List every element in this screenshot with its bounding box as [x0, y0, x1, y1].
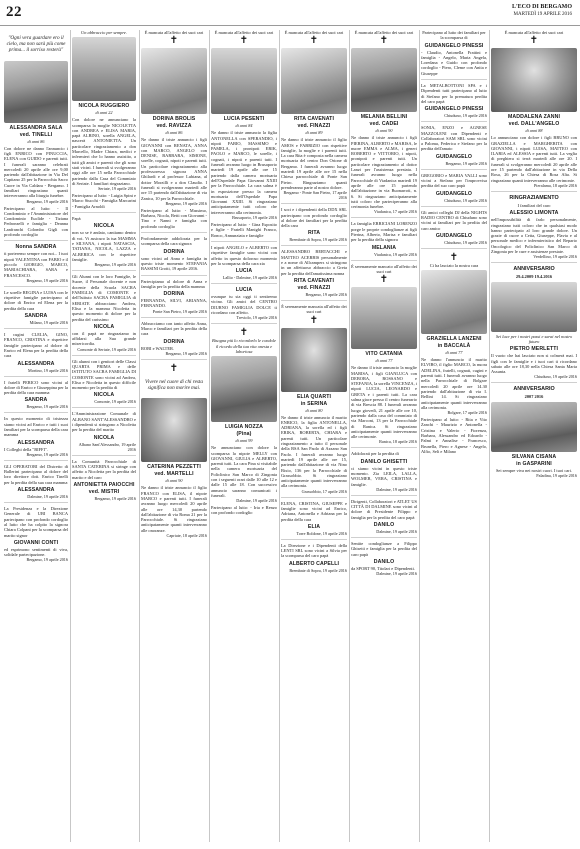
- notice-text: Partecipano al lutto: - Irta e Renzo con profondo cordoglio: [211, 505, 277, 516]
- section-title: RINGRAZIAMENTO: [509, 194, 559, 201]
- deceased-name: MELANIA BELLINI: [360, 114, 408, 121]
- deceased-name: GIOVANNI CONTI: [13, 539, 59, 546]
- column-divider: [419, 30, 420, 842]
- notice-text: Partecipiamo al dolore di Anna e famiglia per la perdita della mamma: [141, 278, 207, 289]
- notice-place-date: Bolgare, 17 aprile 2016: [447, 410, 487, 416]
- notice-place-date: Bergamo, 19 aprile 2016: [445, 160, 487, 166]
- deceased-name: ELIA: [307, 523, 321, 530]
- portrait-photo: [4, 61, 68, 123]
- deceased-name: ALESSANDRA SALA: [9, 124, 63, 131]
- notice-text: Ne danno il triste annuncio il figlio FRANCO con ELISA, il nipote MARCO e parenti tutti. I funerali avranno luogo mercoledì 20 aprile alle ore 14,30 partendo dall'abitazione di via Roma 21 per la Parrocchiale. Si ringraziano anticipatamente quanti interverranno alle onoranze.: [141, 485, 207, 533]
- portrait-photo: [281, 328, 347, 392]
- portrait-photo: [141, 398, 207, 462]
- notice-separator: [421, 121, 487, 122]
- deceased-surname-note: in BACCALÀ: [437, 343, 471, 350]
- deceased-name: DANILO: [373, 522, 395, 529]
- notice-separator: [72, 212, 136, 213]
- notice-place-date: Treviolo, 19 aprile 2016: [236, 315, 277, 321]
- notice-place-date: Milano, 19 aprile 2016: [29, 320, 68, 326]
- notice-place-date: Viadanica, 17 aprile 2016: [373, 209, 417, 215]
- deceased-name: NICOLA: [93, 434, 115, 441]
- notice-separator: [141, 232, 207, 233]
- notice-text: ti porteremo sempre con noi... I tuoi nipoti VALENTINA con FABIO e il piccolo GIORGIO, MARCO, MARIACHIARA, SARA e FRANCESCO.: [4, 251, 68, 278]
- notice-place-date: Capriate, 18 aprile 2016: [166, 532, 207, 538]
- deceased-name: GRAZIELLA LANZENI: [426, 336, 482, 343]
- notice-place-date: Dalmine, 19 aprile 2016: [376, 486, 417, 492]
- deceased-age: di anni 90: [165, 478, 183, 484]
- notice-text: ALESSANDRO BERTACCHI e MATTEO ACERBIS personalmente e a nome di Allcampers si stringono in un affettuoso abbraccio a Greta per la perdita dell'amatissima nonna: [281, 249, 347, 276]
- notice-separator: [351, 495, 417, 496]
- column-2: [72, 30, 136, 844]
- portrait-photo: [281, 48, 347, 114]
- notice-separator: [211, 323, 277, 324]
- deceased-surname-note: ved. FINAZZI: [297, 123, 331, 130]
- deceased-name: ANTONIETTA PAIOCCHI: [73, 481, 135, 488]
- notice-separator: [72, 270, 136, 271]
- deceased-name: ALESSIO LIMONTA: [509, 210, 559, 217]
- column-3: [141, 30, 207, 844]
- notice-separator: [211, 283, 277, 284]
- notice-place-date: Dalmine, 19 aprile 2016: [376, 529, 417, 535]
- notice-separator: [141, 359, 207, 360]
- cross-icon: ✝: [169, 35, 179, 47]
- notice-separator: [491, 382, 577, 383]
- notice-separator: [4, 240, 68, 241]
- deceased-surname-note: ved. TINELLI: [19, 131, 53, 138]
- notice-place-date: Comonte di Seriate, 19 aprile 2016: [77, 346, 136, 352]
- deceased-age: di anni 88: [525, 128, 543, 134]
- cross-icon: ✝: [379, 35, 389, 47]
- notice-place-date: Bergamo, 19 aprile 2016: [26, 557, 68, 563]
- notice-text: GREGORIO e MARIA VALLI sono vicini a Stefano per l'improvvisa perdita del suo caro papà: [421, 172, 487, 189]
- notice-separator: [351, 537, 417, 538]
- notice-place-date: Verdellino, 19 aprile 2016: [533, 254, 577, 260]
- anniversary-dates: 29.4.2009 19.4.2016: [515, 274, 553, 280]
- notice-text: FERNANDA, SILVI, ARIANNA, FERNANDO.: [141, 298, 207, 309]
- notice-text: sono vicini ad Anna e famiglia in questo triste momento STEFANIA BASSINI Grotti, 19 aprile 2016.: [141, 255, 207, 272]
- notice-heading: È mancata all'affetto dei suoi cari: [144, 30, 204, 35]
- notice-text: L'Amministrazione Comunale di ALBANO SANT'ALESSANDRO e i dipendenti si stringono a Nicoletta per la perdita del marito: [72, 411, 136, 433]
- notice-separator: [4, 286, 68, 287]
- notice-heading: È serenamente mancato all'affetto dei suoi cari: [351, 263, 417, 274]
- notice-separator: [72, 455, 136, 456]
- cross-icon: ✝: [239, 327, 249, 339]
- deceased-surname-note: ved. MARTELLI: [154, 471, 194, 478]
- notice-text: SONIA, ENZO e AGNESE MAZZOLENI con Dipendenti e Collaboratori SAM SRL sono vicini a Paloma, Federica e Stefano per la perdita dell'amato: [421, 125, 487, 152]
- newspaper-name: L'ECO DI BERGAMO: [511, 4, 572, 10]
- section-title: ANNIVERSARIO: [513, 266, 555, 273]
- notice-text: Gli alunni con i genitori delle Classi QUARTA PRIMA e delle ISTITUTO SACRA FAMIGLIA DI COMONTE sono vicini ad Andrea, Elisa e Nicoletta in questo difficile momento per la perdita di: [72, 358, 136, 391]
- notice-separator: [421, 206, 487, 207]
- notice-text: Ne danno il triste annuncio il figlio AMOS e FABRIZIO con rispettive famiglie, la moglie e i parenti tutti. La cara Rita è composta nella camera mortuaria del centro Don Orione di Bergamo. I funerali avranno luogo martedì 19 aprile alle ore 15 nella Chiesa parrocchiale di Ponte San Pietro. Ringraziamo quanti prenderanno parte al nostro dolore.: [281, 137, 347, 190]
- deceased-age: di anni 89: [305, 130, 323, 136]
- deceased-name: MELANIA: [371, 244, 397, 251]
- notice-place-date: Chiuduno, 19 aprile 2016: [444, 113, 487, 119]
- notice-heading: È mancata all'affetto dei suoi cari: [214, 30, 274, 35]
- notice-text: I soci e i dipendenti della DDX SRL partecipano con profondo cordoglio al dolore dei familiari per la perdita della cara: [281, 207, 347, 229]
- notice-text: La Presidenza e la Direzione Generale di UBI BANCA partecipano con profondo cordoglio al lutto che ha colpito la signora Chiara Colpani per la scomparsa del marito signor: [4, 506, 68, 538]
- notice-place-date: Seriate, 19 aprile 2016: [98, 186, 136, 192]
- notice-text: La Direzione e i Dipendenti della LENTI SRL sono vicini a Silvia per la scomparsa del caro papà: [281, 542, 347, 559]
- deceased-name: MADDALENA ZANNI: [507, 114, 561, 121]
- deceased-name: DANILO GHISETTI: [360, 458, 408, 465]
- column-4: [211, 30, 277, 844]
- notice-separator: [421, 169, 487, 170]
- deceased-age: di anni 80: [305, 407, 323, 413]
- notice-place-date: Dalmine, 19 aprile 2016: [27, 494, 68, 500]
- notice-text: ELENA, CRISTINA, GIUSEPPE e famiglie sono vicini ad Enrico, Adriana, Antonella e Adriana per la perdita della cara: [281, 500, 347, 522]
- notice-text: I familiari del caro: [517, 202, 551, 208]
- notice-place-date: Brembate di Sopra, 19 aprile 2016: [289, 567, 347, 573]
- notice-separator: [351, 217, 417, 218]
- page-header: [0, 0, 580, 26]
- cross-icon: ✝: [309, 35, 319, 47]
- deceased-surname-note: in GASPARINI: [516, 460, 552, 467]
- deceased-surname-note: in SERINA: [300, 400, 328, 407]
- column-divider: [279, 30, 280, 842]
- cross-icon: ✝: [239, 35, 249, 47]
- cross-icon: ✝: [379, 274, 389, 286]
- notice-text: Ne danno il triste annuncio la figlia ANTONELLA con SPERANDIO, i nipoti FABIO, MASSIMO e PAMELA, i pronipoti ERIK, PAOLO e MARCO, le sorelle, i cognati, i nipoti e parenti tutti. I funerali avranno luogo in Brusaporto martedì 19 aprile alle ore 15 partendo dalla camera mortuaria dell'Ospedale Papa Giovanni XXIII per la Parrocchiale. La cara salma è in esposizione presso la camera mortuaria dell'Ospedale Papa Giovanni XXIII. Si ringraziano anticipatamente tutti coloro che interverranno alla cerimonia.: [211, 130, 277, 215]
- deceased-name: RITA: [307, 230, 321, 237]
- deceased-name: RITA CAVENATI: [293, 116, 334, 123]
- notice-text: Ne danno il triste annuncio i figli PIERINA, ALBERTO e MARISA, le nuore EMMA e ALMA, i generi ROBERTO e VITTORIO, i nipoti, pronipoti e parenti tutti. Un particolare ringraziamento al dottor Lanzi per l'assistenza prestata. I funerali avranno luogo nella Parrocchiale di Viadanica martedì 19 aprile alle ore 15 partendo dall'abitazione in via Buonarroti, n. 6. Si ringraziano anticipatamente tutti coloro che parteciperanno alla cerimonia funebre.: [351, 135, 417, 210]
- notice-place-date: Ranica, 18 aprile 2016: [379, 439, 417, 445]
- notice-text: Dirigenti, Collaboratori e ATLET US CITTÀ DI DALMINE sono vicini al dolore di Presidente Filippo e famiglia per la perdita del caro papà: [351, 498, 417, 520]
- notice-separator: [72, 407, 136, 408]
- notice-place-date: Mortino, 19 aprile 2016: [27, 367, 68, 373]
- notice-heading: È serenamente mancata all'affetto dei suoi cari: [281, 303, 347, 315]
- deceased-name: GUIDANGELO: [435, 232, 473, 239]
- notice-separator: [4, 412, 68, 413]
- deceased-surname-note: ved. FINAZZI: [297, 284, 331, 291]
- column-6: [351, 30, 417, 844]
- deceased-age: di anni 77: [445, 350, 463, 356]
- notice-text: nell'impossibilità di farlo personalmente, ringraziano tutti coloro che in qualsiasi modo hanno partecipato al loro grande dolore. Un grazie di cuore a Cetta, Giuseppe, Flavia e al personale medico e infermieristico del Reparto Oncologico del Policlinico San Marco di Zingonia per le cure e assistenze prestate.: [491, 217, 577, 255]
- deceased-name: DORINA: [163, 338, 185, 345]
- notice-place-date: Bergamo, 19 aprile 2016: [305, 291, 347, 297]
- deceased-name: ELIA QUARTI: [296, 393, 332, 400]
- column-1: [4, 30, 68, 844]
- notice-separator: [4, 460, 68, 461]
- notice-separator: [421, 79, 487, 80]
- deceased-name: LUCIA: [235, 287, 253, 294]
- deceased-name: NICOLA: [93, 323, 115, 330]
- notice-text: I Colleghi della "BIFFI".: [4, 446, 48, 452]
- deceased-name: LUCIA: [235, 268, 253, 275]
- deceased-name: GUIDANGELO PINESSI: [424, 42, 484, 49]
- notice-text: Papà: [72, 216, 81, 222]
- notice-place-date: Torre Boldone, 19 aprile 2016: [296, 530, 347, 536]
- deceased-age: di anni 77: [375, 358, 393, 364]
- notice-place-date: Chiuduno, 19 aprile 2016: [444, 197, 487, 203]
- epigraph-quote: Vivere nel cuore di chi resta significa non morire mai.: [145, 378, 203, 392]
- notice-text: I nipoti ANGELO e ALBERTO con rispettive famiglie sono vicini con affetto in questo doloroso momento per la scomparsa della cara zia: [211, 244, 277, 266]
- column-divider: [489, 30, 490, 842]
- portrait-photo: [491, 402, 577, 452]
- notice-text: Ne annunciano con dolore la scomparsa la nipote MELLY con GIOVANNI, GIULIA e ALBERTO, parenti tutti. La cara Pina si visitabile nella camera mortuaria del Policlinico San Marco di Zingonia con i seguenti orari dalle 10 alle 12 e dalle 15 alle 18. Con successivo annuncio saranno comunicati i funerali.: [211, 445, 277, 498]
- notice-text: Con dolore ne danno l'annuncio i figli ENRICO con PINUCCIA, ELENA con GUIDO e parenti tutti. I funerali saranno celebrati mercoledì 20 aprile alle ore 9,00 partendo dall'abitazione in Via Del Capitano 25 per la Parrocchia Sacro Cuore in Via Caldara - Bergamo. I familiari ringraziano quanti interverranno alla liturgia funebre.: [4, 145, 68, 199]
- notice-text: Sentite condoglianze a Filippo Ghisetti e famiglia per la perdita del caro papà: [351, 541, 417, 557]
- notice-separator: [211, 241, 277, 242]
- notice-separator: [72, 355, 136, 356]
- notice-text: non so se è andato, cantiamo dentro di voi. Vi assicuro la tua MAMMA e SILVANA, i nipoti NATASCIA, TATIANA, NICOLA, LAZZA e ALBERICA con le rispettive famiglie.: [72, 230, 136, 262]
- notice-text: Partecipano al lutto: - Luigia Spini e Marco Stucchi - Famiglia Marcarini - Famiglia Arnoldi: [72, 193, 136, 209]
- notice-text: Partecipano al lutto: - Gina Esposito e figlie - Fratelli Manighi Franco, Ronco, Annunziata e famiglie: [211, 222, 277, 238]
- deceased-name: LUIGIA NOZZA: [225, 424, 263, 431]
- notice-separator: [141, 317, 207, 318]
- deceased-surname-note: ved. CADEI: [369, 121, 399, 128]
- deceased-name: DORINA: [163, 291, 185, 298]
- deceased-name: GUIDANGELO PINESSI: [424, 106, 484, 113]
- notice-text: La famiglia ERRICIANI LORENZO porge le proprie condoglianze ai figli Pierina, Alberto, Marisa e familiari per la perdita della signora: [351, 221, 417, 243]
- deceased-name: NICOLA: [93, 392, 115, 399]
- cross-icon: ✝: [449, 251, 459, 263]
- deceased-name: Nonna SANDRA: [15, 244, 57, 251]
- notice-heading: Partecipano al lutto dei familiari per la scomparsa di: [422, 30, 486, 41]
- notice-place-date: Bergamo, 19 aprile 2016: [26, 404, 68, 410]
- epigraph-quote: "Ogni vera guardare ero il cielo, ma non sarà più come prima... il sorriso resterà": [6, 35, 66, 54]
- column-divider: [70, 30, 71, 842]
- notice-place-date: Bergamo, 19 aprile 2016: [26, 451, 68, 457]
- notice-text: La METALBOTTONI SPA e i Dipendenti tutti partecipano al lutto di Stefano per la prematura perdita del caro papà: [421, 83, 487, 104]
- notice-separator: [351, 447, 417, 448]
- notice-text: Sei sempre viva nei nostri cuori. I tuoi cari.: [495, 467, 573, 473]
- deceased-name: VITO CATANIA: [365, 351, 403, 358]
- notice-place-date: Albano Sant'Alessandro, 19 aprile 2016: [78, 441, 136, 452]
- epigraph-quote: Sei luce per i nostri passi e sarai nel nostro futuro: [495, 333, 573, 344]
- deceased-name: NICOLA RUGGIERO: [78, 103, 130, 110]
- notice-separator: [351, 260, 417, 261]
- deceased-name: ALESSANDRA: [17, 439, 55, 446]
- notice-heading: È mancata all'affetto dei suoi cari: [284, 30, 344, 35]
- portrait-photo: [351, 287, 417, 349]
- notice-place-date: Chiuduno, 19 aprile 2016: [444, 239, 487, 245]
- notice-text: Con dolore ne annunciano la scomparsa la moglie NICOLETTA con ANDREA e ELISA MARIA, papà ALBINO, sorella ANGELA, nascerà ANTONIETTA. Un particolare ringraziamento a don Marcello, Madre Chiara, medici e infermieri che lo hanno assistito, a tutti gli amici e parenti che gli sono stati vicini. I funerali si svolgeranno oggi alle ore 15 nella Parrocchiale partendo dalla Casa del Commiato di Seriate. I familiari ringraziano.: [72, 117, 136, 186]
- notice-place-date: Brusaporto, 19 aprile 2016: [232, 215, 277, 221]
- notice-heading: Un abbraccio per sempre.: [81, 30, 127, 35]
- notice-place-date: Bergamo - Ponte San Pietro, 17 aprile 2016: [283, 190, 347, 201]
- notice-text: - Claudio, Antonella Frattini e famiglia - Angelo, Maria Angela, Loredana e Guido con profondo cordoglio - Piero, Cleme con Anita e Giuseppe: [421, 49, 487, 76]
- portrait-photo: [491, 48, 577, 112]
- deceased-name: ALBERTO CAPELLI: [288, 560, 340, 567]
- notice-text: Ne danno il triste annuncio la moglie MARISA, i figli GIANLUCA con DEBORA, ROSSANO e STEFANIA, la sorella VINCENZA, i nipoti LUCIA, LEONARDO e GRETA e i parenti tutti. La cara salma giace presso il centro funerario di via Brescia 88. I funerali avranno luogo giovedì, 21 aprile alle ore 10, partendo dalla casa del commiato di via Marconi, 13 per la Parrocchiale di Ranica. Si ringraziano anticipatamente quanti interverranno alle cerimonie.: [351, 365, 417, 440]
- deceased-name: DANILO: [373, 558, 395, 565]
- notice-place-date: Bergamo, 19 aprile 2016: [165, 200, 207, 206]
- notice-text: I fratelli PERICO sono vicini al dolore di Enrico e Giuseppina per la perdita della cara mamma: [4, 379, 68, 396]
- notice-place-date: Bergamo, 19 aprile 2016: [26, 277, 68, 283]
- notice-text: Partecipano al lutto: - Rita e Vito Zanchi - Maurizio e Antonella - Cristina e Valerio - Fiorenza, Barbara, Alessandro ed Edoardo - Palmi e Annalise - Francesco, Brunella, Piero e Agnese - Angelo, Alfio, Seli e Milano: [421, 417, 487, 454]
- notice-place-date: Ponte San Pietro, 19 aprile 2016: [152, 308, 207, 314]
- issue-date: MARTEDÌ 19 APRILE 2016: [513, 12, 572, 17]
- portrait-photo: [141, 48, 207, 114]
- deceased-name: ALESSANDRA: [17, 360, 55, 367]
- deceased-name: SANDRA: [24, 397, 48, 404]
- notice-text: Partecipano al lutto: - Massimo, Barbara, Nicola, Betti con Giovanni - Tino e Nanni e famiglia con profondo cordoglio: [141, 207, 207, 229]
- column-7: [421, 30, 487, 844]
- notice-text: Lo annunciano con dolore i figli BRUNO con GRAZIELLA e MARGHERITA con GIOVANNI, i nipoti LUISA, MATTEO con ILARIA ed ALESSIA e parenti tutti. La veglia di preghiera si terrà martedì alle ore 20. I funerali si svolgeranno mercoledì 20 aprile alle ore 15 partendo dall'abitazione in via Della Rosa, 26 per la Chiesa di Rosa Alta. Si ringraziano quanti interverranno alle cerimonie.: [491, 135, 577, 183]
- notice-text: ed esprimono sentimenti di viva, solidale partecipazione.: [4, 546, 68, 558]
- notice-text: Gli amici colleghi DJ della NIGHTS RADIO CENTRO di Chiuduno sono vicini ai familiari per la perdita del caro amico: [421, 209, 487, 231]
- cross-icon: ✝: [169, 362, 179, 374]
- column-5: [281, 30, 347, 844]
- notice-separator: [281, 497, 347, 498]
- notice-text: Addolorati per la perdita di: [351, 451, 399, 457]
- cross-icon: ✝: [309, 314, 319, 326]
- notice-text: Abbracciamo con tanto affetto Anna, Marco e familiari per la perdita della cara: [141, 320, 207, 337]
- notice-text: GLI OPERATORI del Distretto di Ballerini partecipano al dolore del loro direttore dott. Enrico Tinelli per la perdita della sua cara mamma: [4, 463, 68, 485]
- notice-place-date: Grassobbio, 17 aprile 2016: [301, 488, 347, 494]
- notice-place-date: Brembate di Sopra, 19 aprile 2016: [289, 237, 347, 243]
- deceased-age: di anni 86: [27, 138, 45, 144]
- deceased-name: DORINA: [163, 248, 185, 255]
- deceased-name: SILVANA CISANA: [511, 453, 557, 460]
- notice-text: Il vuoto che hai lasciato non si colmerà mai. I figli con le famiglie e i tuoi cari ti ricordano sabato alle ore 18,30 nella Chiesa Santa Maria Assunta.: [491, 353, 577, 375]
- notice-heading: È mancata all'affetto dei suoi cari: [504, 30, 564, 35]
- portrait-photo: [491, 282, 577, 332]
- notice-separator: [281, 245, 347, 246]
- notice-place-date: Bergamo, 19 aprile 2016: [26, 198, 68, 204]
- notice-separator: [281, 300, 347, 301]
- epigraph-quote: Bisogna più lo ricordarlo le condole il ricordo della tua vita onesta e laboriosa: [211, 338, 277, 354]
- notice-separator: [281, 203, 347, 204]
- portrait-photo: [211, 48, 277, 114]
- notice-place-date: Bergamo, 19 aprile 2016: [165, 350, 207, 356]
- notice-text: In questo momento di tristezza siamo vicini ad Enrico e tutti i suoi familiari per la scomparsa della cara mamma: [4, 416, 68, 438]
- notice-place-date: Viadanica, 19 aprile 2016: [373, 251, 417, 257]
- page-number: 22: [6, 4, 22, 20]
- anniversary-dates: 2007 2016: [524, 394, 544, 400]
- notice-separator: [491, 191, 577, 192]
- column-divider: [209, 30, 210, 842]
- notice-separator: [281, 539, 347, 540]
- deceased-name: GUIDANGELO: [435, 190, 473, 197]
- notice-heading: È mancata all'affetto dei suoi cari: [354, 30, 414, 35]
- deceased-age: di anni 84: [235, 123, 253, 129]
- deceased-name: PIETRO MERLETTI: [509, 346, 559, 353]
- notice-place-date: Bergamo, 19 aprile 2016: [94, 262, 136, 268]
- notice-place-date: Comonte, 19 aprile 2016: [94, 399, 136, 405]
- deceased-name: RITA CAVENATI: [293, 277, 334, 284]
- notice-place-date: Dalmine, 19 aprile 2016: [236, 498, 277, 504]
- notice-separator: [4, 502, 68, 503]
- notice-separator: [421, 248, 487, 249]
- portrait-photo: [72, 37, 136, 101]
- notice-text: Ne danno l'annuncio il marito ELVIRO, il figlio MARCO, la nuora ADELINA, fratelli, cognati, cugini e parenti tutti. I funerali avranno luogo nella Parrocchiale di Bolgare mercoledì 20 aprile ore 14.30 partendo dall'abitazione di via I. Bellini 14. Si ringraziano anticipatamente quanti interverranno alla cerimonia.: [421, 357, 487, 410]
- notice-text: ci siamo vicini in questo triste momento. Zia LEILA, LALLA, WOLMER, VERA, CRISTINA e famiglie.: [351, 465, 417, 487]
- notice-place-date: Chiuduno, 19 aprile 2016: [534, 374, 577, 380]
- deceased-name: ALESSANDRA: [17, 487, 55, 494]
- notice-separator: [4, 328, 68, 329]
- column-divider: [349, 30, 350, 842]
- notice-text: ROBI e WALTER.: [141, 345, 175, 351]
- deceased-name: CATERINA PEZZETTI: [147, 464, 201, 471]
- notice-text: Ne danno il triste annuncio il marito ENRICO, la figlia ANTONELLA, ADRIANA, la sorella ed i figli ERIKA, ROBERTA, CHIARA e parenti tutti. Un particolare ringraziamento a tutto il personale della RSA San Paolo di Azzano San Paolo. I funerali avranno luogo martedì 19 aprile alle ore 15, partendo dall'abitazione di via Nino Bixio, 136 per la Parrocchiale di Grassobbio. Si ringraziano anticipatamente quanti interverranno alla cerimonia.: [281, 414, 347, 489]
- deceased-age: di anni 86: [165, 130, 183, 136]
- portrait-photo: [421, 270, 487, 334]
- deceased-name: LUCIA PESENTI: [223, 116, 265, 123]
- deceased-name: NICOLA: [93, 223, 115, 230]
- deceased-surname-note: ved. RAVIZZA: [156, 123, 192, 130]
- notice-place-date: Bergamo, 19 aprile 2016: [94, 495, 136, 501]
- notice-place-date: Lallio - Dalmine, 19 aprile 2016: [222, 275, 277, 281]
- column-8: [491, 30, 577, 844]
- notice-text: Gli Alunni con le loro Famiglie, le Suore, il Personale docente e non docente della Scuola SACRA FAMIGLIA di COMONTE e dell'Istituto SACRA FAMIGLIA di SERIATE abbracciano Andrea, Elisa e la mamma Nicoletta in questo momento di dolore per la perdita del carissimo: [72, 274, 136, 322]
- notice-text: I cugini CLELIA, GINO, FRANCO, CRISTINA e rispettive famiglie partecipano al dolore di Enrico ed Elena per la perdita della cara: [4, 332, 68, 359]
- notice-separator: [4, 376, 68, 377]
- deceased-name: DORINA BROLIS: [152, 116, 196, 123]
- notice-text: Ne danno il triste annuncio i figli GIOVANNI con RENATA, ANNA con MARCO, ANGELO con DENISE, BARBARA, SIMONE, sorelle, cognati, nipoti e parenti tutti. Un particolare ringraziamento alla professoressa signora ANNA Ghilardi e al professor Lubiana, al dottor Morzilli e a don Claudio. I funerali si svolgeranno martedì alle ore 15 partendo dall'abitazione di via Zanica, 10 per la Parrocchiale.: [141, 137, 207, 201]
- portrait-photo: [211, 356, 277, 422]
- deceased-nickname: (Pina): [236, 431, 252, 438]
- notice-text: Le sorelle REGINA e LUISA con le rispettive famiglie partecipano al dolore di Enrico ed Elena per la perdita della cara: [4, 289, 68, 311]
- section-title: ANNIVERSARIO: [513, 386, 555, 393]
- deceased-age: di anni 22: [95, 110, 113, 116]
- notice-text: da SPORT 90, Titolari e Dipendenti.: [351, 565, 415, 571]
- notice-text: con il papà ne ringraziamo in affidarsi alla Sua grande misericordia.: [72, 330, 136, 347]
- column-divider: [139, 30, 140, 842]
- notice-heading: Ci ha lasciato la nostra cara: [429, 262, 479, 268]
- portrait-photo: [351, 48, 417, 112]
- deceased-surname-note: ved. DALL'ANGELO: [508, 121, 560, 128]
- deceased-age: di anni 90: [375, 128, 393, 134]
- notice-place-date: Pieralama, 18 aprile 2016: [533, 182, 577, 188]
- notice-text: Partecipano al lutto: - Il Condominio e l'Amministratore del Condominio Euclide - Tiziana Pedronzelli e famiglia - Deanna Lanfranchi Colombo Gigli con profondo cordoglio: [4, 205, 68, 238]
- notice-place-date: Dalmine, 19 aprile 2016: [376, 571, 417, 577]
- notice-separator: [491, 262, 577, 263]
- notice-place-date: Paladina, 19 aprile 2016: [536, 473, 577, 479]
- deceased-name: GUIDANGELO: [435, 153, 473, 160]
- notice-text: ovunque tu sia oggi ti sentiremo vicino. Gli amici del CENTRO DIURNO FAMIGLIA DOLCE ti ricordano con affetto.: [211, 294, 277, 316]
- deceased-age: di anni 99: [235, 438, 253, 444]
- cross-icon: ✝: [529, 35, 539, 47]
- notice-text: Profondamente addolorata per la scomparsa della cara signora: [141, 236, 207, 247]
- notice-text: La Comunità Parrocchiale di SANTA CATERINA si stringe con affetto a Nicoletta per la perdita del marito e del caro: [72, 458, 136, 480]
- deceased-name: SANDRA: [24, 313, 48, 320]
- notice-separator: [141, 275, 207, 276]
- deceased-surname-note: ved. MISTRI: [88, 488, 120, 495]
